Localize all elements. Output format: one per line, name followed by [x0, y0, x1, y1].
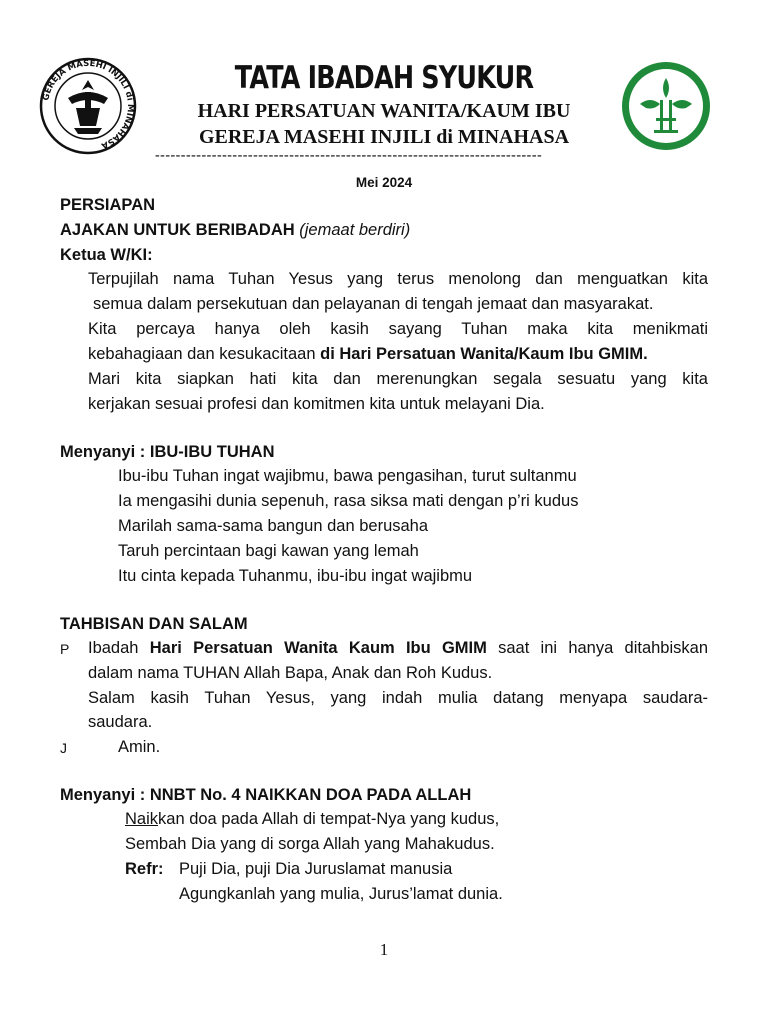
role-label-p: P — [60, 641, 70, 657]
song2-line-2: Sembah Dia yang di sorga Allah yang Mahakudus. — [125, 835, 495, 853]
song2-line-1 — [125, 807, 499, 832]
song1-line-3: Marilah sama-sama bangun dan berusaha — [118, 517, 429, 535]
song2-line-1-underlined: Naik — [125, 810, 159, 828]
song1-line-5: Itu cinta kepada Tuhanmu, ibu-ibu ingat wajibmu — [118, 567, 473, 585]
role-label-j: J — [60, 740, 67, 756]
persiapan-line-1: Terpujilah nama Tuhan Yesus yang terus menolong dan menguatkan kita — [88, 270, 708, 288]
song1-heading: Menyanyi : IBU-IBU TUHAN — [60, 443, 275, 461]
persiapan-line-5: Mari kita siapkan hati kita dan merenungkan segala sesuatu yang kita — [88, 370, 708, 388]
section-heading-persiapan: PERSIAPAN — [60, 196, 156, 214]
ajakan-heading: AJAKAN UNTUK BERIBADAH — [60, 221, 295, 239]
persiapan-line-2: semua dalam persekutuan dan pelayanan di tengah jemaat dan masyarakat. — [93, 295, 654, 313]
tahbisan-line-2: dalam nama TUHAN Allah Bapa, Anak dan Roh Kudus. — [88, 664, 493, 682]
document-date: Mei 2024 — [355, 175, 413, 190]
persiapan-line-3: Kita percaya hanya oleh kasih sayang Tuhan maka kita menikmati — [88, 320, 708, 338]
header-divider: --------------------------------------------------------------------------- — [155, 148, 543, 163]
song1-line-4: Taruh percintaan bagi kawan yang lemah — [118, 542, 419, 560]
section-heading-tahbisan: TAHBISAN DAN SALAM — [60, 615, 248, 633]
song2-line-1-rest: kan doa pada Allah di tempat-Nya yang kudus, — [158, 810, 500, 828]
song1-line-1: Ibu-ibu Tuhan ingat wajibmu, bawa pengasihan, turut sultanmu — [118, 467, 577, 485]
song1-line-2: Ia mengasihi dunia sepenuh, rasa siksa mati dengan p’ri kudus — [118, 492, 579, 510]
tahbisan-line-1 — [88, 636, 708, 661]
persiapan-line-4 — [88, 342, 648, 367]
tahbisan-line-1-bold: Hari Persatuan Wanita Kaum Ibu GMIM — [149, 639, 487, 657]
seal-ring-text: GEREJA MASEHI INJILI di MINAHASA — [41, 58, 136, 151]
document-subtitle-2: GEREJA MASEHI INJILI di MINAHASA — [198, 126, 570, 148]
ajakan-note: (jemaat berdiri) — [299, 221, 411, 239]
persiapan-line-4-bold: di Hari Persatuan Wanita/Kaum Ibu GMIM. — [320, 345, 648, 363]
speaker-label: Ketua W/KI: — [60, 246, 153, 264]
refrain-line-1: Puji Dia, puji Dia Juruslamat manusia — [179, 860, 453, 878]
tahbisan-line-1-c: saat ini hanya ditahbiskan — [486, 639, 708, 657]
document-subtitle-1: HARI PERSATUAN WANITA/KAUM IBU — [197, 100, 571, 122]
response-amin: Amin. — [118, 738, 161, 756]
tahbisan-line-4: saudara. — [88, 713, 153, 731]
song2-heading: Menyanyi : NNBT No. 4 NAIKKAN DOA PADA ALLAH — [60, 786, 472, 804]
document-title: TATA IBADAH SYUKUR — [234, 60, 534, 96]
refrain-line-2: Agungkanlah yang mulia, Jurus’lamat dunia. — [179, 885, 503, 903]
ajakan-line — [60, 218, 410, 243]
page-number: 1 — [379, 940, 389, 959]
tahbisan-line-3: Salam kasih Tuhan Yesus, yang indah mulia datang menyapa saudara- — [88, 689, 708, 707]
persiapan-line-4-text: kebahagiaan dan kesukacitaan — [88, 345, 321, 363]
refrain-label: Refr: — [125, 860, 164, 878]
persiapan-line-6: kerjakan sesuai profesi dan komitmen kita untuk melayani Dia. — [88, 395, 545, 413]
tahbisan-line-1-a: Ibadah — [88, 639, 150, 657]
